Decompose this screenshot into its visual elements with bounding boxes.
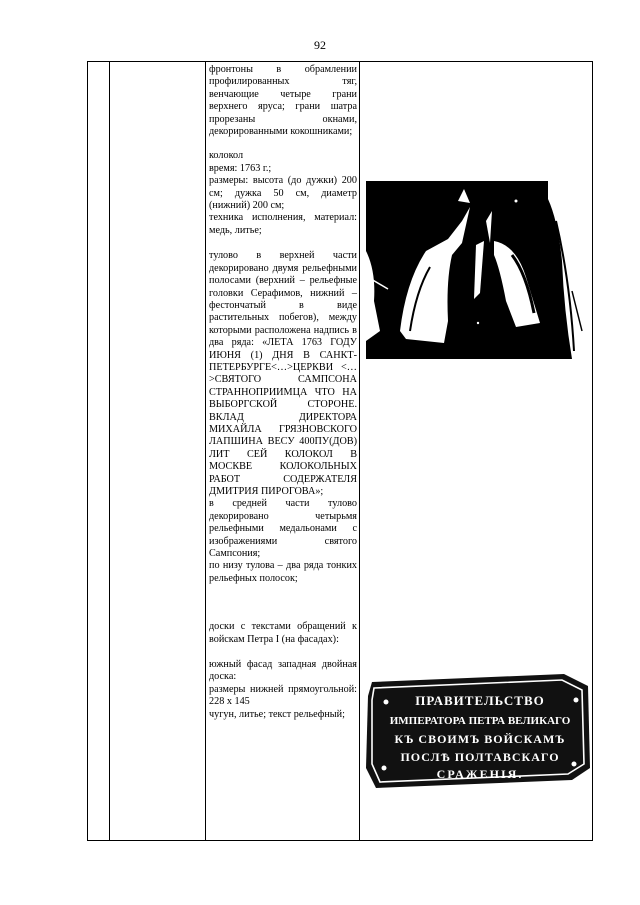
- text-block: размеры нижней прямоугольной: 228 х 145: [209, 683, 357, 708]
- plaque-line-5: СРАЖЕНІЯ.: [436, 767, 524, 781]
- bell-image: [366, 181, 586, 359]
- plaque-line-1: ПРАВИТЕЛЬСТВО: [415, 693, 545, 708]
- plaque-line-2: ИМПЕРАТОРА ПЕТРА ВЕЛИКАГО: [389, 715, 571, 727]
- text-block: южный фасад западная двойная доска:: [209, 659, 357, 683]
- text-block: размеры: высота (до дужки) 200 см; дужка 50 см, диаметр (нижний) 200 см;: [209, 175, 357, 212]
- text-block: чугун, литье; текст рельефный;: [209, 708, 345, 720]
- text-block: колокол: [209, 150, 244, 162]
- text-block: в средней части тулово декорировано четырьмя рельефными медальонами с изображениями святого Сампсония;: [209, 498, 357, 560]
- bell-photo: [366, 181, 586, 359]
- text-block: тулово в верхней части декорировано двумя рельефными полосами (верхний – рельефные головки Серафимов, нижний – фестончатый в виде растительных побегов), между которыми расположена надпись в два ряда: «ЛЕТА 1763 ГОДУ ИЮНЯ (1) ДНЯ В САНКТ-ПЕТЕРБУРГЕ<…>ЦЕРКВИ <…>СВЯТОГО САМПСОНА СТРАННОПРИИМЦА ЧТО НА ВЫБОРГСКОЙ СТОРОНЕ. ВКЛАД ДИРЕКТОРА МИХАЙЛА ГРЯЗНОВСКОГО ЛАПШИНА ВЕСУ 400ПУ(ДОВ) ЛИТ СЕЙ КОЛОКОЛ В МОСКВЕ КОЛОКОЛЬНЫХ РАБОТ СОДЕРЖАТЕЛЯ ДМИТРИЯ ПИРОГОВА»;: [209, 250, 357, 497]
- description-cell: [209, 64, 357, 721]
- text-block: техника исполнения, материал: медь, литье;: [209, 212, 357, 236]
- plaque-line-4: ПОСЛѢ ПОЛТАВСКАГО: [400, 750, 560, 764]
- text-block: время: 1763 г.;: [209, 162, 272, 174]
- plaque-image: [364, 660, 590, 793]
- plaque-svg: [364, 660, 590, 793]
- text-block: фронтоны в обрамлении профилированных тяг, венчающие четыре грани верхнего яруса; грани шатра прорезаны окнами, декорированными кокошниками;: [209, 64, 357, 138]
- column-divider-3: [359, 62, 360, 840]
- inventory-table: [87, 61, 593, 841]
- text-block: доски с текстами обращений к войскам Петра I (на фасадах):: [209, 621, 357, 645]
- column-divider-2: [205, 62, 206, 840]
- plaque-line-3: КЪ СВОИМЪ ВОЙСКАМЪ: [394, 732, 566, 746]
- text-block: по низу тулова – два ряда тонких рельефных полосок;: [209, 560, 357, 584]
- page-number: 92: [314, 38, 326, 52]
- column-divider-1: [109, 62, 110, 840]
